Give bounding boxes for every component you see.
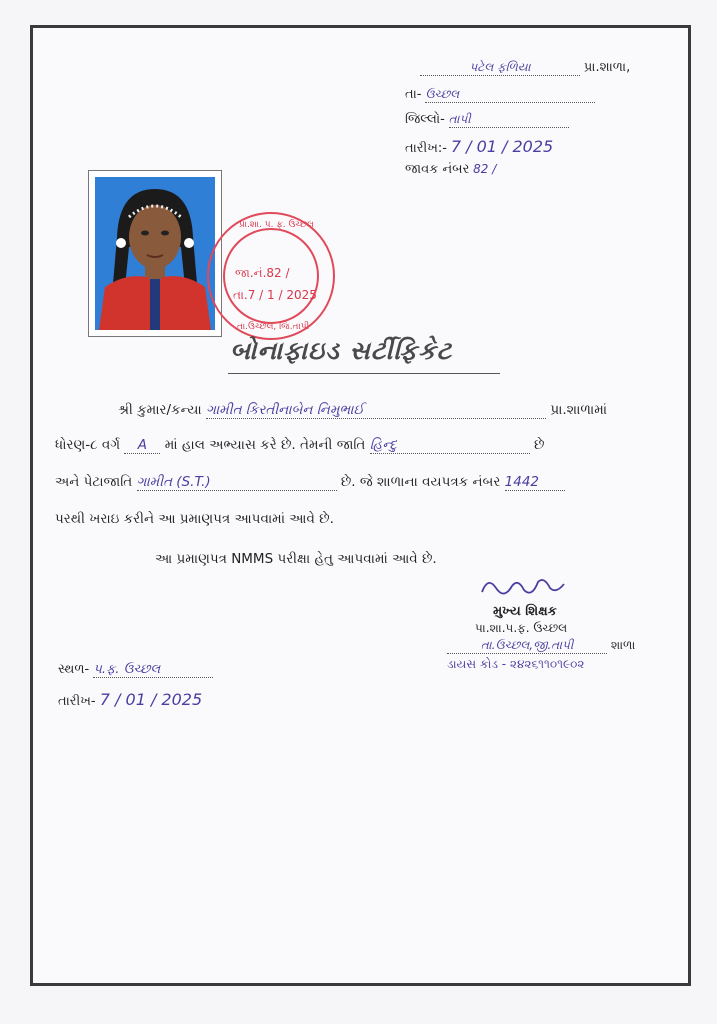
signature-address-line: [447, 638, 635, 654]
register-text: છે. જે શાળાના વયપત્રક નંબર: [340, 474, 501, 490]
header-date-line: [405, 137, 553, 156]
line2-suffix: છે: [533, 437, 545, 453]
footer-date-label: તારીખ-: [58, 694, 96, 709]
student-photo: [88, 170, 222, 337]
body-line-5: આ પ્રમાણપત્ર NMMS પરીક્ષા હેતુ આપવામાં આવે છે.: [155, 551, 437, 567]
dise-code: ડાયસ કોડ - ૨૪૨૬૧૧૦૧૯૦૨: [447, 657, 585, 671]
signature-role: મુખ્ય શિક્ષક: [493, 604, 557, 619]
signature-address-handwritten: તા.ઉચ્છલ,જી.તાપી: [480, 638, 574, 652]
class-handwritten: A: [137, 437, 148, 453]
subcaste-label: અને પેટાજાતિ: [55, 474, 133, 490]
subcaste-handwritten: ગામીત (S.T.): [136, 474, 211, 490]
place-label: સ્થળ-: [58, 662, 90, 677]
header-district-line: [405, 112, 569, 128]
footer-place-line: [58, 662, 213, 678]
study-text: માં હાલ અભ્યાસ કરે છે. તેમની જાતિ: [164, 437, 366, 453]
header-outward-line: [405, 162, 496, 177]
body-line-2: [55, 437, 544, 454]
school-stamp: [207, 212, 335, 340]
stamp-date: તા.7 / 1 / 2025: [233, 288, 317, 302]
school-suffix: પ્રા.શાળા,: [583, 60, 631, 75]
outward-label: જાવક નંબર: [405, 162, 470, 177]
certificate-title: બોનાફાઇડ સર્ટીફિકેટ: [230, 336, 453, 365]
student-portrait-image: [95, 177, 215, 330]
header-school-line: [420, 60, 630, 76]
header-date-handwritten: 7 / 01 / 2025: [450, 137, 554, 156]
title-underline: [228, 373, 500, 374]
signature-address-suffix: શાળા: [610, 638, 636, 652]
student-prefix: શ્રી કુમાર/કન્યા: [118, 402, 202, 418]
school-word: પ્રા.શાળામાં: [550, 402, 608, 418]
standard-label: ધોરણ-૮ વર્ગ: [55, 437, 121, 453]
body-line-3: [55, 474, 565, 491]
district-label: જિલ્લો-: [405, 112, 445, 127]
taluka-handwritten: ઉચ્છલ: [425, 87, 460, 101]
stamp-ring-bottom: તા.ઉચ્છલ, જિ.તાપી: [237, 322, 310, 332]
header-taluka-line: [405, 87, 595, 103]
body-line-1: [118, 402, 607, 419]
school-name-handwritten: પટેલ ફળિયા: [469, 60, 531, 74]
signature-school: પા.શા.પ.ફ. ઉચ્છલ: [475, 621, 568, 635]
caste-handwritten: હિન્દુ: [369, 437, 397, 453]
register-number-handwritten: 1442: [504, 474, 539, 490]
student-name-handwritten: ગામીત કિરતીનાબેન નિમુભાઈ: [206, 402, 364, 418]
outward-number-handwritten: 82 /: [473, 162, 497, 176]
stamp-ring-text: પ્રા.શા. પ. ફ. ઉચ્છલ: [239, 220, 314, 230]
footer-date-line: [58, 690, 202, 709]
district-handwritten: તાપી: [448, 112, 471, 126]
header-date-label: તારીખ:-: [405, 141, 447, 156]
stamp-number: જા.નં.82 /: [235, 266, 290, 280]
footer-date-handwritten: 7 / 01 / 2025: [99, 690, 203, 709]
body-line-4: પરથી ખરાઇ કરીને આ પ્રમાણપત્ર આપવામાં આવે છે.: [55, 511, 334, 527]
principal-signature: [478, 572, 568, 602]
taluka-label: તા-: [405, 87, 422, 102]
place-handwritten: પ.ફ. ઉચ્છલ: [93, 662, 161, 677]
